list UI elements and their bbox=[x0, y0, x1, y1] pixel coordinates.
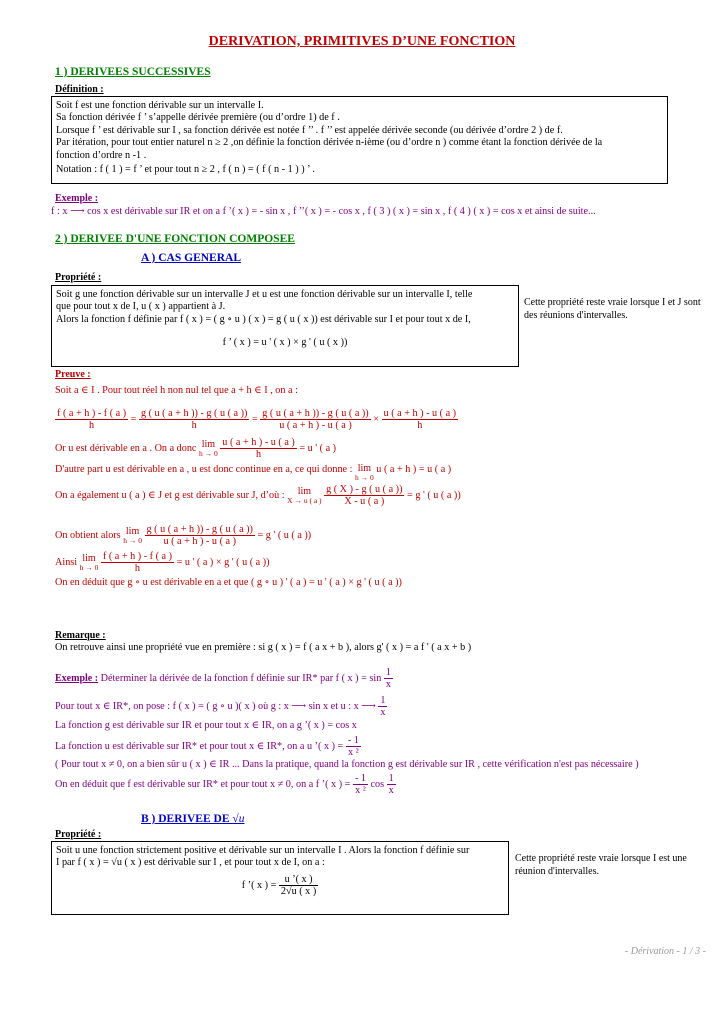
example-2-line-4: La fonction u est dérivable sur IR* et pour tout x ∈ IR*, on a u ’( x ) = $\frac{- 1}{\text{x ²}}$ bbox=[55, 735, 359, 758]
example-2-line-2: Pour tout x ∈ IR*, on pose : f ( x ) = ( g ∘ u )( x ) où g : x ⟶ sin x et u : x ⟶ $\frac{1}{x}$ bbox=[55, 695, 386, 718]
proof-line-6: On obtient alors lim h → 0 $\frac{g ( u ( a + h )) - g ( u ( a ))}{u ( a + h ) - u ( a )}$ = g ' ( u ( a )) bbox=[55, 524, 312, 547]
limit-x: lim X → u ( a ) bbox=[287, 485, 322, 505]
subsection-a-heading: A ) CAS GENERAL bbox=[141, 252, 242, 264]
prop-line-2: que pour tout x de I, u ( x ) appartient à J. bbox=[56, 301, 226, 313]
subsection-b-heading: B ) DERIVEE DE √u bbox=[141, 813, 245, 825]
frac-l3: $\frac{u ( a + h ) - u ( a )}{h}$ bbox=[222, 437, 295, 460]
remark-text: On retrouve ainsi une propriété vue en première : si g ( x ) = f ( a x + b ), alors g' ( x ) = a f ' ( a x + b ) bbox=[55, 642, 472, 653]
limit-h-2: lim h → 0 bbox=[355, 463, 374, 482]
limit-h: lim h → 0 bbox=[199, 438, 218, 458]
prop-formula: f ’ ( x ) = u ' ( x ) × g ' ( u ( x )) bbox=[222, 337, 348, 349]
def-notation: Notation : f ( 1 ) = f ’ et pour tout n ≥ 2 , f ( n ) = ( f ( n - 1 ) ) ’ . bbox=[56, 164, 315, 176]
page-footer: - Dérivation - 1 / 3 - bbox=[624, 946, 706, 957]
property-b-label: Propriété : bbox=[55, 829, 102, 840]
side-note-b: Cette propriété reste vraie lorsque I est une réunion d'intervalles. bbox=[515, 853, 687, 877]
example-2-line-5: ( Pour tout x ≠ 0, on a bien sûr u ( x ) ∈ IR ... Dans la pratique, quand la fonction g est dérivable sur IR , cette vérification n'est pas nécessaire ) bbox=[55, 759, 639, 770]
frac-1-over-x-2: $\frac{1}{x}$ bbox=[380, 695, 386, 718]
proof-line-3: Or u est dérivable en a . On a donc lim h → 0 $\frac{u ( a + h ) - u ( a )}{h}$ = u ' ( a ) bbox=[55, 437, 337, 460]
proof-equation: $\frac{f ( a + h ) - f ( a )}{h}$ = $\frac{g ( u ( a + h )) - g ( u ( a ))}{h}$ = $\frac{g ( u ( a + h )) - g ( u ( a ))}{u ( a + h ) - u ( a )}$ × $\frac{u ( a + h ) - u ( a )}{h}$ bbox=[57, 408, 457, 431]
proof-label: Preuve : bbox=[55, 369, 91, 380]
example-2-label: Exemple : bbox=[55, 672, 99, 684]
limit-h-4: lim h → 0 bbox=[79, 552, 99, 572]
example-2-line-6: On en déduit que f est dérivable sur IR* et pour tout x ≠ 0, on a f ’( x ) = $\frac{- 1}{\text{x ²}}$ cos $\frac{1}{x}$ bbox=[55, 773, 394, 796]
frac-3: $\frac{g ( u ( a + h )) - g ( u ( a ))}{u ( a + h ) - u ( a )}$ bbox=[262, 408, 369, 431]
remark-label: Remarque : bbox=[55, 630, 106, 641]
property-b-box bbox=[51, 841, 509, 915]
prop-line-1: Soit g une fonction dérivable sur un intervalle J et u est une fonction dérivable sur un intervalle I, telle bbox=[56, 289, 473, 300]
frac-2: $\frac{g ( u ( a + h )) - g ( u ( a ))}{h}$ bbox=[140, 408, 248, 431]
frac-1-over-x-3: $\frac{1}{x}$ bbox=[388, 773, 394, 796]
sqrt-u: √u bbox=[232, 813, 245, 825]
example-2-line-3: La fonction g est dérivable sur IR et pour tout x ∈ IR, on a g ’( x ) = cos x bbox=[55, 720, 357, 731]
side-note-a: Cette propriété reste vraie lorsque I et J sont des réunions d'intervalles. bbox=[524, 297, 701, 321]
definition-label: Définition : bbox=[55, 84, 104, 95]
frac-4: $\frac{u ( a + h ) - u ( a )}{h}$ bbox=[383, 408, 457, 431]
frac-1: $\frac{f ( a + h ) - f ( a )}{h}$ bbox=[57, 408, 127, 431]
section-2-heading: 2 ) DERIVEE D'UNE FONCTION COMPOSEE bbox=[55, 233, 295, 245]
frac-l5: $\frac{g ( X ) - g ( u ( a ))}{X - u ( a )}$ bbox=[326, 484, 403, 507]
frac-l6: $\frac{g ( u ( a + h )) - g ( u ( a ))}{u ( a + h ) - u ( a )}$ bbox=[146, 524, 253, 547]
frac-minus-1-over-x2-b: $\frac{- 1}{\text{x ²}}$ bbox=[354, 773, 366, 796]
def-line-5: fonction d’ordre n -1 . bbox=[56, 149, 147, 161]
definition-box bbox=[51, 96, 668, 184]
frac-1-over-x: $\frac{1}{x}$ bbox=[385, 667, 391, 690]
frac-propB: $\frac{u ’( x )}{2√u ( x )}$ bbox=[280, 873, 317, 897]
limit-h-3: lim h → 0 bbox=[123, 525, 142, 545]
prop-line-3: Alors la fonction f définie par f ( x ) = ( g ∘ u ) ( x ) = g ( u ( x )) est dérivable sur I et pour tout x de I, bbox=[56, 313, 471, 325]
propB-line-2: I par f ( x ) = √u ( x ) est dérivable sur I , et pour tout x de I, on a : bbox=[56, 857, 325, 869]
page-title: DERIVATION, PRIMITIVES D’UNE FONCTION bbox=[208, 34, 516, 49]
proof-line-7: Ainsi lim h → 0 $\frac{f ( a + h ) - f ( a )}{h}$ = u ' ( a ) × g ' ( u ( a )) bbox=[55, 551, 270, 574]
example-1-label: Exemple : bbox=[55, 193, 99, 204]
proof-line-4: D'autre part u est dérivable en a , u est donc continue en a, ce qui donne : lim h → 0 u ( a + h ) = u ( a ) bbox=[55, 463, 452, 482]
proof-conclusion: On en déduit que g ∘ u est dérivable en a et que ( g ∘ u ) ' ( a ) = u ' ( a ) × g ' ( u ( a )) bbox=[55, 577, 402, 588]
frac-l7: $\frac{f ( a + h ) - f ( a )}{h}$ bbox=[102, 551, 173, 574]
def-line-1: Soit f est une fonction dérivable sur un intervalle I. bbox=[56, 100, 264, 111]
def-line-3: Lorsque f ’ est dérivable sur I , sa fonction dérivée est notée f ’’ . f ’’ est appelée dérivée seconde (ou dérivée d’ordre 2 ) de f. bbox=[56, 124, 563, 136]
property-box bbox=[51, 285, 519, 367]
propB-formula: f ’( x ) = $\frac{u ’( x )}{2√u ( x )}$ bbox=[241, 873, 317, 897]
propB-line-1: Soit u une fonction strictement positive et dérivable sur un intervalle I . Alors la fonction f définie sur bbox=[56, 845, 470, 856]
section-1-heading: 1 ) DERIVEES SUCCESSIVES bbox=[55, 66, 211, 78]
proof-line-1: Soit a ∈ I . Pour tout réel h non nul tel que a + h ∈ I , on a : bbox=[55, 385, 298, 396]
example-1-text: f : x ⟶ cos x est dérivable sur IR et on a f ’( x ) = - sin x , f ’’( x ) = - cos x , f ( 3 ) ( x ) = sin x , f ( 4 ) ( x ) = cos x et ainsi de suite... bbox=[51, 206, 596, 217]
def-line-2: Sa fonction dérivée f ’ s’appelle dérivée première (ou d’ordre 1) de f . bbox=[56, 112, 340, 124]
property-label: Propriété : bbox=[55, 272, 102, 283]
def-line-4: Par itération, pour tout entier naturel n ≥ 2 ,on définie la fonction dérivée n-ième (ou d’ordre n ) comme étant la fonction dérivée de la bbox=[56, 137, 603, 149]
frac-minus-1-over-x2: $\frac{- 1}{\text{x ²}}$ bbox=[347, 735, 359, 758]
example-2-line-1: Exemple : Déterminer la dérivée de la fonction f définie sur IR* par f ( x ) = sin $\frac{1}{x}$ bbox=[55, 667, 391, 690]
proof-line-5: On a également u ( a ) ∈ J et g est dérivable sur J, d’où : lim X → u ( a ) $\frac{g ( X ) - g ( u ( a ))}{X - u ( a )}$ = g ' ( u ( a )) bbox=[55, 484, 461, 507]
